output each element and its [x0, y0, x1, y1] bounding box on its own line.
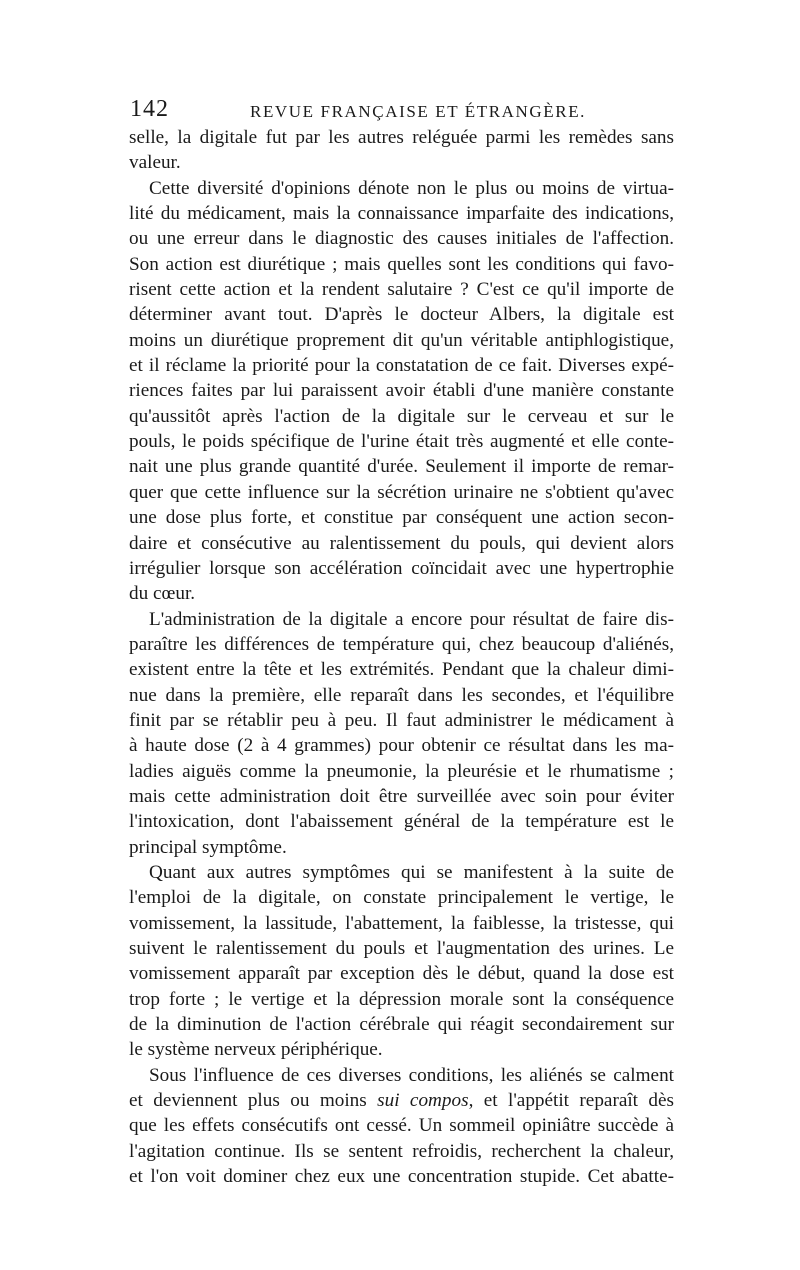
text-line: pouls, le poids spécifique de l'urine était très augmenté et elle conte-: [129, 431, 674, 453]
text-line: moins un diurétique proprement dit qu'un véritable antiphlogistique,: [129, 329, 674, 351]
text-segment: , et l'appétit reparaît dès: [468, 1090, 674, 1112]
text-line: à haute dose (2 à 4 grammes) pour obtenir ce résultat dans les ma-: [129, 735, 674, 757]
text-line: Sous l'influence de ces diverses conditions, les aliénés se calment: [149, 1064, 674, 1086]
text-line: et il réclame la priorité pour la constatation de ce fait. Diverses expé-: [129, 355, 674, 377]
text-line: lité du médicament, mais la connaissance imparfaite des indications,: [129, 203, 674, 225]
text-line: vomissement, la lassitude, l'abattement, la faiblesse, la tristesse, qui: [129, 912, 674, 934]
text-line: nait une plus grande quantité d'urée. Seulement il importe de remar-: [129, 456, 674, 478]
text-line: valeur.: [129, 152, 181, 174]
text-line: l'intoxication, dont l'abaissement général de la température est le: [129, 811, 674, 833]
text-line: vomissement apparaît par exception dès le début, quand la dose est: [129, 963, 674, 985]
text-line: suivent le ralentissement du pouls et l'augmentation des urines. Le: [129, 938, 674, 959]
text-line: l'emploi de la digitale, on constate principalement le vertige, le: [129, 887, 674, 909]
text-line: Cette diversité d'opinions dénote non le plus ou moins de virtua-: [149, 177, 674, 199]
text-line: de la diminution de l'action cérébrale qui réagit secondairement sur: [129, 1014, 674, 1036]
text-line: et l'on voit dominer chez eux une concentration stupide. Cet abatte-: [129, 1166, 674, 1188]
text-line: mais cette administration doit être surveillée avec soin pour éviter: [129, 785, 674, 807]
body-text: [129, 125, 674, 1189]
text-line: Son action est diurétique ; mais quelles sont les conditions qui favo-: [129, 253, 674, 275]
text-line: nue dans la première, elle reparaît dans les secondes, et l'équilibre: [129, 684, 674, 706]
page-number: 142: [130, 96, 169, 122]
text-line: le système nerveux périphérique.: [129, 1039, 383, 1061]
text-line: risent cette action et la rendent salutaire ? C'est ce qu'il importe de: [129, 279, 674, 301]
page-header: [130, 96, 675, 126]
text-line: qu'aussitôt après l'action de la digitale sur le cerveau et sur le: [129, 405, 674, 427]
text-line: irrégulier lorsque son accélération coïncidait avec une hypertrophie: [129, 557, 674, 579]
running-title: REVUE FRANÇAISE ET ÉTRANGÈRE.: [250, 102, 587, 121]
text-line: selle, la digitale fut par les autres reléguée parmi les remèdes sans: [129, 127, 674, 148]
text-line: déterminer avant tout. D'après le docteur Albers, la digitale est: [129, 304, 674, 326]
text-line: L'administration de la digitale a encore pour résultat de faire dis-: [149, 608, 674, 630]
text-line: ladies aiguës comme la pneumonie, la pleurésie et le rhumatisme ;: [129, 760, 674, 782]
text-line: que les effets consécutifs ont cessé. Un sommeil opiniâtre succède à: [129, 1115, 674, 1137]
text-line: une dose plus forte, et constitue par conséquent une action secon-: [129, 507, 674, 529]
text-line: du cœur.: [129, 583, 196, 605]
text-line: quer que cette influence sur la sécrétion urinaire ne s'obtient qu'avec: [129, 481, 674, 503]
text-line: [129, 1088, 674, 1113]
text-line: l'agitation continue. Ils se sentent refroidis, recherchent la chaleur,: [129, 1140, 674, 1162]
text-line: existent entre la tête et les extrémités. Pendant que la chaleur dimi-: [129, 659, 674, 681]
text-line: paraître les différences de température qui, chez beaucoup d'aliénés,: [129, 633, 674, 655]
italic-phrase: sui compos: [377, 1090, 469, 1112]
text-line: trop forte ; le vertige et la dépression morale sont la conséquence: [129, 988, 674, 1010]
text-line: Quant aux autres symptômes qui se manifestent à la suite de: [149, 861, 674, 883]
text-line: daire et consécutive au ralentissement du pouls, qui devient alors: [129, 532, 674, 554]
text-line: finit par se rétablir peu à peu. Il faut administrer le médicament à: [129, 709, 674, 731]
text-line: riences faites par lui paraissent avoir établi d'une manière constante: [129, 380, 674, 402]
text-line: ou une erreur dans le diagnostic des causes initiales de l'affection.: [129, 228, 674, 250]
text-line: principal symptôme.: [129, 836, 287, 858]
text-segment: et deviennent plus ou moins: [129, 1090, 378, 1112]
